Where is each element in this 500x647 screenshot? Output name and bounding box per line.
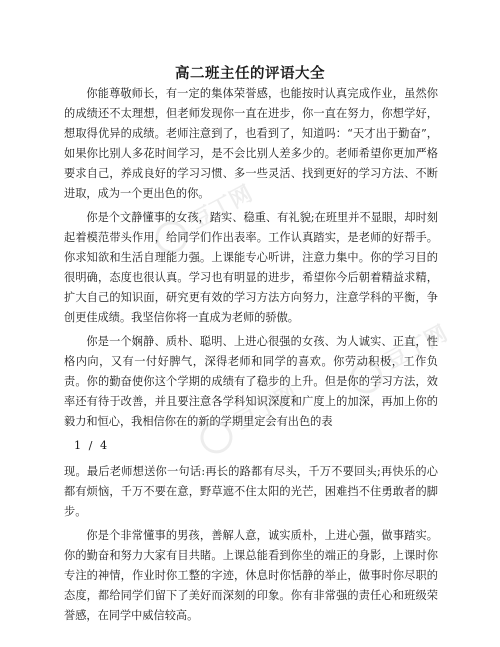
paragraph-continued: 现。最后老师想送你一句话:再长的路都有尽头，千万不要回头;再快乐的心都有烦恼，千万不要在意，野草遮不住太阳的光芒，困难挡不住勇敢者的脚步。 [64,465,438,518]
paragraph: 你能尊敬师长，有一定的集体荣誉感，也能按时认真完成作业，虽然你的成绩还不太理想，但老师发现你一直在进步，你一直在努力，你想学好，想取得优异的成绩。老师注意到了，也看到了，知道吗：“天才出于勤奋”，如果你比别人多花时间学习，是不会比别人差多少的。老师希望你更加严格要求自己，养成良好的学习习惯、多一些灵活、找到更好的学习方法、不断进取，成为一个更出色的你。 [64,87,438,200]
paragraph: 你是个非常懂事的男孩，善解人意，诚实质朴，上进心强，做事踏实。你的勤奋和努力大家有目共睹。上课总能看到你坐的端正的身影，上课时你专注的神情，作业时你工整的字迹，休息时你恬静的举止，做事时你尽职的态度，都给同学们留下了美好而深刻的印象。你有非常强的责任心和班级荣誉感，在同学中威信较高。 [64,529,438,622]
watermark-text: 豆丁网 [231,380,302,434]
document-body [64,84,438,630]
watermark-text: 豆丁网 [186,180,257,234]
page-number: 1 / 4 [74,439,110,452]
document-title: 高二班主任的评语大全 [175,65,325,82]
paragraph: 你是一个娴静、质朴、聪明、上进心很强的女孩、为人诚实、正直，性格内向，又有一付好脾气，深得老师和同学的喜欢。你劳动积极，工作负责。你的勤奋使你这个学期的成绩有了稳步的上升。但是你的学习方法，效率还有待于改善，并且要注意各学科知识深度和广度上的加深，再加上你的毅力和恒心，我相信你在的新的学期里定会有出色的表 [64,335,438,428]
watermark-text: 豆丁网 [381,320,452,374]
paragraph: 你是个文静懂事的女孩，踏实、稳重、有礼貌;在班里并不显眼，却时刻起着模范带头作用，给同学们作出表率。工作认真踏实，是老师的好帮手。你求知欲和生活自理能力强。上课能专心听讲，注意力集中。你的学习目的很明确，态度也很认真。学习也有明显的进步，希望你今后朝着精益求精，扩大自己的知识面，研究更有效的学习方法方向努力，注意学科的平衡，争创更佳成绩。我坚信你将一直成为老师的骄傲。 [64,211,438,324]
